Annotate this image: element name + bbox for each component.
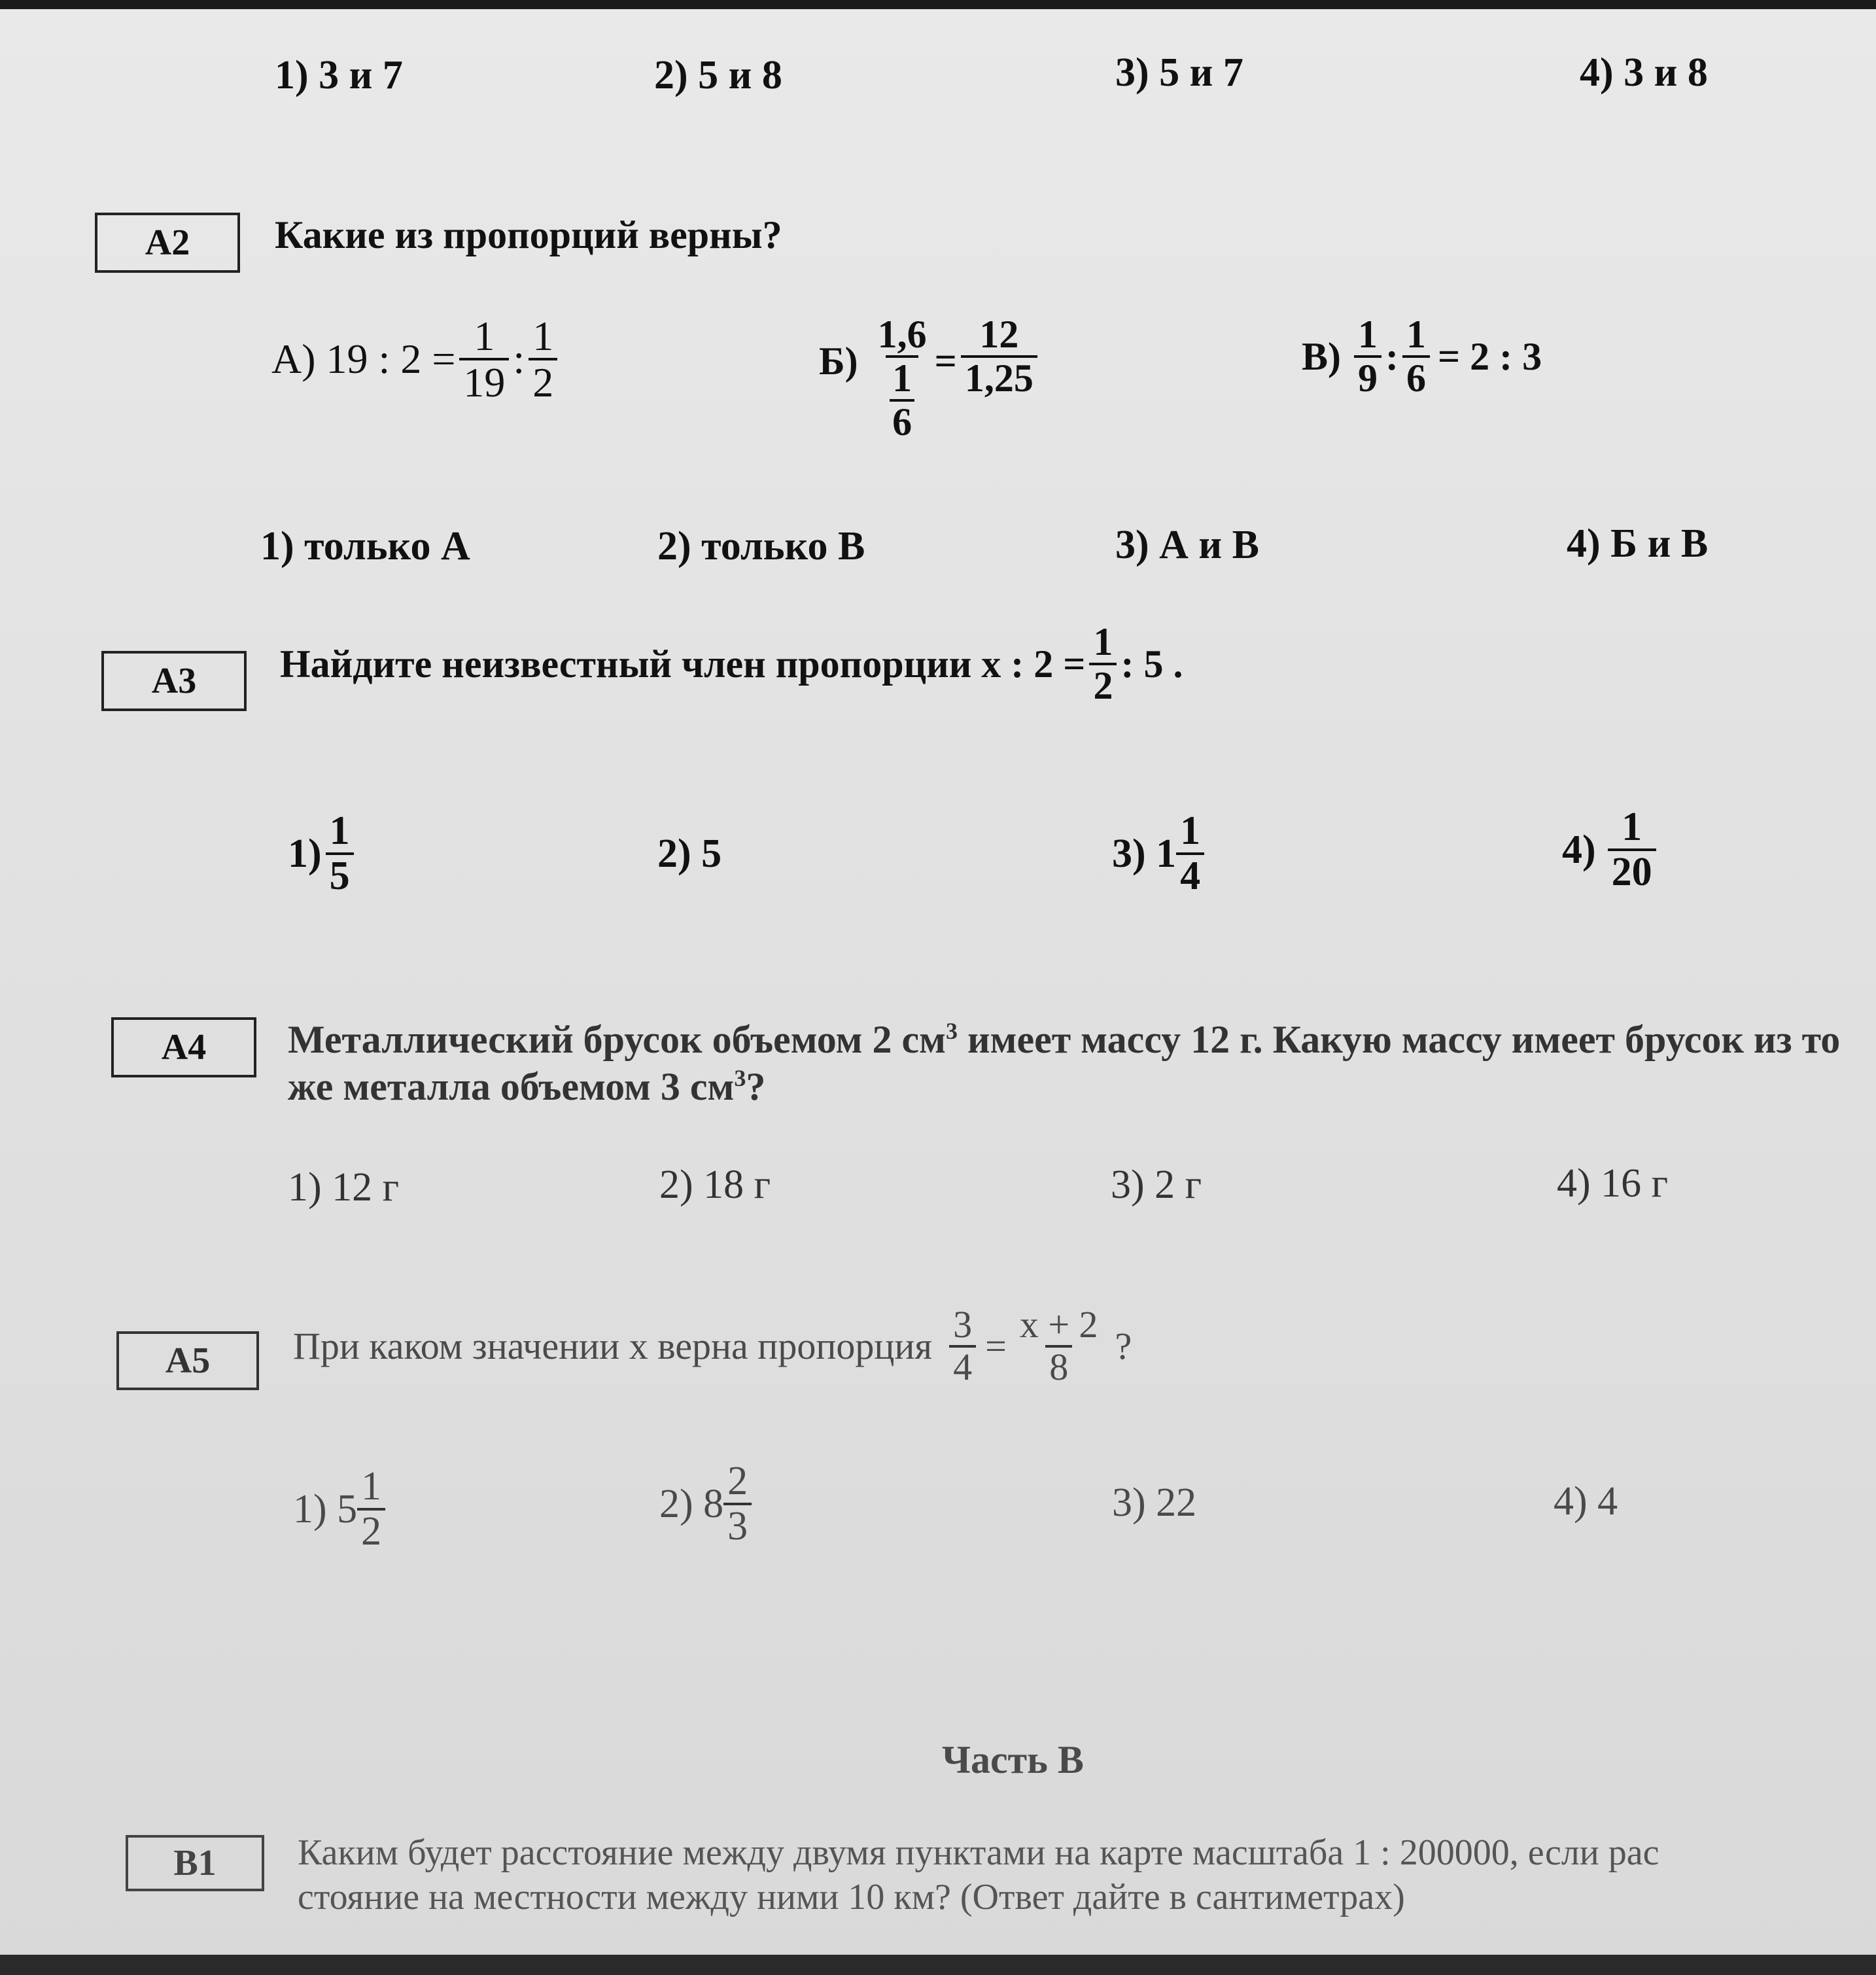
a4-answer-1: 1) 12 г <box>288 1165 400 1210</box>
a3-label: А3 <box>101 651 247 711</box>
a5-eq: = <box>985 1325 1007 1368</box>
a2-option-b-top: 1,6 <box>877 313 927 356</box>
a3-answer-1-num: 1 <box>329 809 350 853</box>
a3-question-frac-num: 1 <box>1093 620 1113 663</box>
part-b-title: Часть В <box>942 1738 1084 1781</box>
a3-question-text: Найдите неизвестный член пропорции x : 2 = <box>280 642 1086 686</box>
a4-line1-sup: 3 <box>946 1018 958 1044</box>
a2-option-v-fraction-2 <box>1402 314 1430 399</box>
b1-question-line-2: стояние на местности между ними 10 км? (Ответ дайте в сантиметрах) <box>298 1877 1405 1917</box>
a5-answer-1-num: 1 <box>361 1464 382 1509</box>
a5-answer-2-fraction <box>723 1460 752 1548</box>
a2-option-a-op: : <box>513 336 525 383</box>
a4-answer-2: 2) 18 г <box>659 1162 771 1207</box>
a5-answer-1-fraction <box>357 1465 385 1553</box>
a2-option-b-eq: = <box>934 340 957 383</box>
a1-answer-3: 3) 5 и 7 <box>1115 50 1243 95</box>
a2-answer-2: 2) только В <box>657 524 865 568</box>
a2-option-b-r-den: 1,25 <box>961 355 1037 399</box>
a4-question-line-1 <box>288 1017 1840 1062</box>
a4-answer-4: 4) 16 г <box>1557 1161 1669 1206</box>
a5-answer-4: 4) 4 <box>1554 1479 1618 1524</box>
a2-option-b-complex-fraction <box>874 314 931 443</box>
a5-suffix: ? <box>1115 1325 1132 1368</box>
a3-answer-4-num: 1 <box>1622 805 1642 849</box>
a2-option-a-prefix: А) 19 : 2 = <box>271 336 456 383</box>
a4-answer-3: 3) 2 г <box>1111 1162 1202 1207</box>
a2-option-a <box>271 314 561 404</box>
a5-answer-1 <box>293 1465 389 1553</box>
a2-question: Какие из пропорций верны? <box>275 213 782 256</box>
a4-line2-a: же металла объемом 3 см <box>288 1065 735 1108</box>
a2-option-v <box>1302 314 1542 399</box>
a2-option-a-fraction-2 <box>529 314 557 404</box>
a3-question-suffix: : 5 . <box>1120 642 1183 686</box>
a3-answer-3-prefix: 3) 1 <box>1112 831 1177 876</box>
a2-option-v-suffix: = 2 : 3 <box>1437 334 1542 378</box>
a5-right-fraction <box>1016 1305 1102 1388</box>
a5-l-num: 3 <box>953 1303 973 1346</box>
a2-answer-3: 3) А и В <box>1115 523 1259 567</box>
a3-question <box>280 621 1183 707</box>
a5-answer-2-prefix: 2) 8 <box>659 1481 724 1526</box>
a4-line1-a: Металлический брусок объемом 2 см <box>288 1018 946 1061</box>
a5-question-text: При каком значении x верна пропорция <box>293 1325 933 1368</box>
a2-option-v-f2-num: 1 <box>1406 313 1426 356</box>
a2-option-b-inner-num: 1 <box>892 357 912 400</box>
a2-option-v-f2-den: 6 <box>1402 355 1430 399</box>
a5-r-num: x + 2 <box>1019 1303 1098 1346</box>
a2-option-b-inner-den: 6 <box>890 399 914 443</box>
b1-question-line-1: Каким будет расстояние между двумя пунктами на карте масштаба 1 : 200000, если рас <box>298 1832 1659 1873</box>
a2-answer-1: 1) только А <box>260 524 470 568</box>
a3-answer-1-den: 5 <box>326 852 354 898</box>
a2-option-v-op: : <box>1385 334 1398 378</box>
a2-option-v-f1-den: 9 <box>1354 355 1381 399</box>
a1-answer-4: 4) 3 и 8 <box>1580 50 1708 95</box>
a2-option-v-fraction-1 <box>1354 314 1381 399</box>
a3-answer-4 <box>1562 806 1660 894</box>
top-edge <box>0 0 1876 9</box>
a2-option-v-prefix: В) <box>1302 334 1341 378</box>
a3-question-fraction <box>1089 621 1117 707</box>
a4-question-line-2 <box>288 1064 765 1110</box>
b1-label: В1 <box>126 1835 264 1891</box>
a3-answer-1-fraction <box>326 810 354 898</box>
a3-answer-3 <box>1112 810 1208 898</box>
a2-option-b-prefix: Б) <box>819 340 858 383</box>
a4-line2-sup: 3 <box>734 1065 746 1091</box>
a3-answer-4-prefix: 4) <box>1562 827 1596 872</box>
a2-option-a-fraction-1 <box>459 314 509 404</box>
a5-answer-3: 3) 22 <box>1112 1480 1197 1525</box>
a5-l-den: 4 <box>949 1345 976 1388</box>
a5-label: А5 <box>116 1331 259 1390</box>
a4-line1-b: имеет массу 12 г. Какую массу имеет брусок из то <box>958 1018 1841 1061</box>
a3-answer-1-prefix: 1) <box>288 831 322 876</box>
a5-r-den: 8 <box>1045 1345 1072 1388</box>
a2-option-a-f1-num: 1 <box>474 313 495 359</box>
a5-answer-2-den: 3 <box>723 1503 752 1548</box>
a3-answer-2: 2) 5 <box>657 831 722 876</box>
a2-option-v-f1-num: 1 <box>1358 313 1378 356</box>
a5-question <box>293 1305 1132 1388</box>
a3-answer-4-den: 20 <box>1608 848 1656 894</box>
a2-option-b <box>819 314 1041 443</box>
a1-answer-1: 1) 3 и 7 <box>275 53 403 97</box>
a3-question-frac-den: 2 <box>1089 663 1117 707</box>
a2-option-b-inner <box>886 355 918 443</box>
a2-label: А2 <box>95 213 240 273</box>
a3-answer-3-fraction <box>1176 810 1204 898</box>
a2-option-a-f2-num: 1 <box>532 313 554 359</box>
a5-answer-2-num: 2 <box>727 1459 748 1503</box>
a4-label: А4 <box>111 1017 256 1077</box>
a2-answer-4: 4) Б и В <box>1567 521 1709 566</box>
a2-option-a-f1-den: 19 <box>459 358 509 404</box>
a3-answer-1 <box>288 810 358 898</box>
a4-line2-b: ? <box>746 1065 766 1108</box>
a3-answer-3-num: 1 <box>1180 809 1201 853</box>
a3-answer-4-fraction <box>1608 806 1656 894</box>
a2-option-b-r-num: 12 <box>979 313 1019 356</box>
a5-answer-1-prefix: 1) 5 <box>293 1486 358 1531</box>
a5-answer-2 <box>659 1460 756 1548</box>
a2-option-a-f2-den: 2 <box>529 358 557 404</box>
a3-answer-3-den: 4 <box>1176 852 1204 898</box>
a5-answer-1-den: 2 <box>357 1508 385 1553</box>
a1-answer-2: 2) 5 и 8 <box>654 53 782 97</box>
a2-option-b-right-fraction <box>961 314 1037 399</box>
bottom-edge <box>0 1955 1876 1975</box>
a5-left-fraction <box>949 1305 976 1388</box>
